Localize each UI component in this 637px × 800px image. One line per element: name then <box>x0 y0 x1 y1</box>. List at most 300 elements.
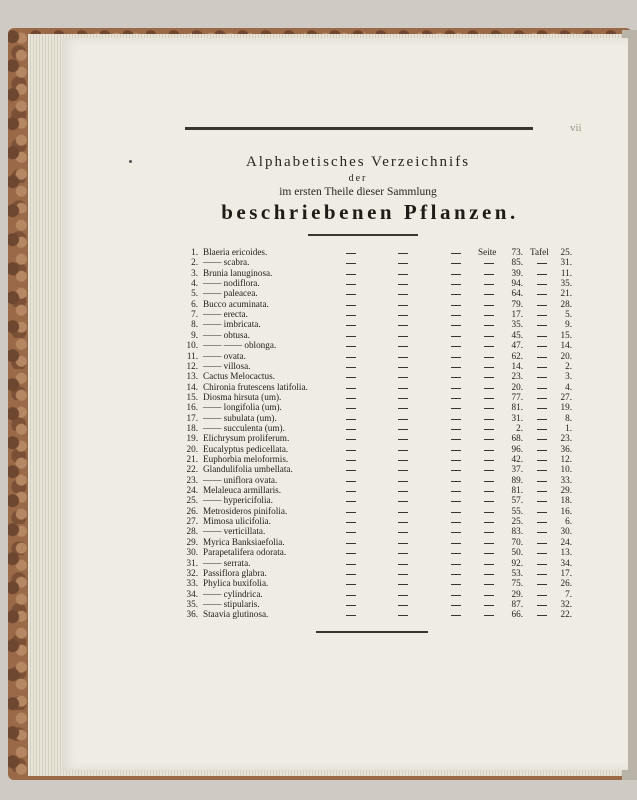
seite-value: 85. <box>511 257 523 268</box>
leader-dash <box>537 377 547 378</box>
leader-dash <box>484 491 494 492</box>
leader-dash <box>484 460 494 461</box>
tafel-value: 24. <box>560 536 572 547</box>
leader-dash <box>398 367 408 368</box>
index-row <box>176 537 576 548</box>
leader-dash <box>451 615 461 616</box>
index-row <box>176 516 576 527</box>
tafel-value: 31. <box>560 257 572 268</box>
leader-dash <box>451 429 461 430</box>
leader-dash <box>346 470 356 471</box>
leader-dash <box>537 274 547 275</box>
tafel-value: 25. <box>560 247 572 257</box>
leader-dash <box>537 512 547 513</box>
leader-dash <box>484 470 494 471</box>
entry-number: 22. <box>186 464 198 475</box>
leader-dash <box>398 346 408 347</box>
entry-number: 21. <box>186 454 198 464</box>
leader-dash <box>451 274 461 275</box>
entry-name: —— imbricata. <box>203 319 261 330</box>
leader-dash <box>346 532 356 533</box>
leader-dash <box>398 491 408 492</box>
index-row <box>176 402 576 413</box>
entry-number: 8. <box>191 319 198 330</box>
entry-number: 23. <box>186 474 198 485</box>
leader-dash <box>451 325 461 326</box>
entry-name: Elichrysum proliferum. <box>203 433 290 444</box>
leader-dash <box>398 481 408 482</box>
tafel-value: 21. <box>560 288 572 299</box>
tafel-value: 15. <box>560 329 572 340</box>
tafel-value: 17. <box>560 567 572 578</box>
entry-name: —— uniflora ovata. <box>203 474 278 485</box>
entry-name: —— stipularis. <box>203 598 260 609</box>
tafel-value: 29. <box>560 485 572 496</box>
index-row <box>176 340 576 351</box>
entry-number: 30. <box>186 547 198 558</box>
entry-name: —— nodiflora. <box>203 278 260 289</box>
seite-value: 23. <box>511 371 523 382</box>
leader-dash <box>537 481 547 482</box>
leader-dash <box>484 357 494 358</box>
index-row <box>176 309 576 320</box>
entry-number: 31. <box>186 557 198 568</box>
entry-number: 34. <box>186 588 198 599</box>
index-row <box>176 319 576 330</box>
entry-number: 28. <box>186 526 198 537</box>
leader-dash <box>398 253 408 254</box>
leader-dash <box>398 450 408 451</box>
leader-dash <box>537 419 547 420</box>
tafel-value: 3. <box>565 371 572 382</box>
leader-dash <box>484 325 494 326</box>
leader-dash <box>451 470 461 471</box>
leader-dash <box>537 294 547 295</box>
seite-value: 81. <box>511 485 523 496</box>
tafel-value: 18. <box>560 495 572 506</box>
entry-number: 29. <box>186 536 198 547</box>
seite-value: 81. <box>511 402 523 413</box>
leader-dash <box>398 584 408 585</box>
leader-dash <box>451 595 461 596</box>
leader-dash <box>537 346 547 347</box>
index-row <box>176 330 576 341</box>
leader-dash <box>484 605 494 606</box>
entry-number: 13. <box>186 371 198 382</box>
seite-value: 83. <box>511 526 523 537</box>
leader-dash <box>346 501 356 502</box>
index-row <box>176 526 576 537</box>
entry-name: Euphorbia meloformis. <box>203 454 289 464</box>
leader-dash <box>346 512 356 513</box>
leader-dash <box>537 615 547 616</box>
index-row <box>176 371 576 382</box>
leader-dash <box>537 522 547 523</box>
entry-name: —— erecta. <box>203 309 248 320</box>
leader-dash <box>398 377 408 378</box>
index-row <box>176 609 576 620</box>
index-row <box>176 444 576 455</box>
leader-dash <box>451 388 461 389</box>
leader-dash <box>484 584 494 585</box>
leader-dash <box>484 284 494 285</box>
leader-dash <box>398 512 408 513</box>
leader-dash <box>484 294 494 295</box>
leader-dash <box>398 501 408 502</box>
leader-dash <box>398 388 408 389</box>
entry-number: 24. <box>186 485 198 496</box>
seite-value: 70. <box>511 536 523 547</box>
entry-name: Metrosideros pinifolia. <box>203 505 288 516</box>
entry-number: 3. <box>191 267 198 278</box>
leader-dash <box>451 284 461 285</box>
entry-name: Phylica buxifolia. <box>203 578 269 589</box>
leader-dash <box>398 460 408 461</box>
tafel-value: 4. <box>565 381 572 392</box>
leader-dash <box>398 398 408 399</box>
leader-dash <box>346 605 356 606</box>
tafel-value: 10. <box>560 464 572 475</box>
leader-dash <box>346 263 356 264</box>
entry-name: Staavia glutinosa. <box>203 609 269 620</box>
entry-name: —— cylindrica. <box>203 588 263 599</box>
seite-value: 87. <box>511 598 523 609</box>
leader-dash <box>398 574 408 575</box>
seite-value: 89. <box>511 474 523 485</box>
leader-dash <box>537 564 547 565</box>
seite-value: 50. <box>511 547 523 558</box>
seite-value: 31. <box>511 412 523 423</box>
tafel-value: 9. <box>565 319 572 330</box>
seite-value: 53. <box>511 567 523 578</box>
page-corner-number: vii <box>570 122 582 134</box>
seite-value: 79. <box>511 298 523 309</box>
leader-dash <box>398 429 408 430</box>
seite-value: 29. <box>511 588 523 599</box>
leader-dash <box>346 367 356 368</box>
seite-value: 47. <box>511 340 523 351</box>
leader-dash <box>398 294 408 295</box>
leader-dash <box>451 408 461 409</box>
leader-dash <box>537 325 547 326</box>
seite-value: 45. <box>511 329 523 340</box>
leader-dash <box>451 294 461 295</box>
leader-dash <box>451 263 461 264</box>
seite-value: 35. <box>511 319 523 330</box>
leader-dash <box>451 253 461 254</box>
leader-dash <box>484 532 494 533</box>
leader-dash <box>346 388 356 389</box>
entry-number: 2. <box>191 257 198 268</box>
title-line-3: im ersten Theile dieser Sammlung <box>279 186 437 198</box>
seite-value: 94. <box>511 278 523 289</box>
leader-dash <box>398 564 408 565</box>
entry-number: 19. <box>186 433 198 444</box>
leader-dash <box>451 605 461 606</box>
entry-number: 5. <box>191 288 198 299</box>
entry-name: Eucalyptus pedicellata. <box>203 443 289 454</box>
seite-value: 64. <box>511 288 523 299</box>
leader-dash <box>484 429 494 430</box>
index-row <box>176 257 576 268</box>
entry-name: Diosma hirsuta (um). <box>203 391 282 402</box>
leader-dash <box>346 419 356 420</box>
leader-dash <box>346 439 356 440</box>
seite-label: Seite <box>478 247 497 257</box>
leader-dash <box>398 408 408 409</box>
leader-dash <box>537 336 547 337</box>
leader-dash <box>398 470 408 471</box>
index-row <box>176 413 576 424</box>
seite-value: 96. <box>511 443 523 454</box>
index-row <box>176 558 576 569</box>
index-row <box>176 268 576 279</box>
leader-dash <box>484 481 494 482</box>
seite-value: 17. <box>511 309 523 320</box>
tafel-value: 35. <box>560 278 572 289</box>
leader-dash <box>398 419 408 420</box>
entry-name: —— —— oblonga. <box>203 340 277 351</box>
leader-dash <box>346 325 356 326</box>
leader-dash <box>484 450 494 451</box>
seite-value: 75. <box>511 578 523 589</box>
tafel-value: 19. <box>560 402 572 413</box>
entry-name: —— serrata. <box>203 557 251 568</box>
entry-number: 33. <box>186 578 198 589</box>
index-row <box>176 247 576 258</box>
leader-dash <box>398 595 408 596</box>
leader-dash <box>537 450 547 451</box>
leader-dash <box>346 450 356 451</box>
leader-dash <box>537 460 547 461</box>
leader-dash <box>537 367 547 368</box>
leader-dash <box>451 501 461 502</box>
entry-name: Passiflora glabra. <box>203 567 267 578</box>
leader-dash <box>398 263 408 264</box>
leader-dash <box>537 357 547 358</box>
leader-dash <box>398 315 408 316</box>
entry-name: Parapetalifera odorata. <box>203 547 287 558</box>
leader-dash <box>484 274 494 275</box>
entry-name: Myrica Banksiaefolia. <box>203 536 285 547</box>
tafel-value: 32. <box>560 598 572 609</box>
entry-name: Chironia frutescens latifolia. <box>203 381 308 392</box>
entry-number: 25. <box>186 495 198 506</box>
leader-dash <box>537 491 547 492</box>
leader-dash <box>537 574 547 575</box>
tafel-label: Tafel <box>530 247 549 257</box>
seite-value: 55. <box>511 505 523 516</box>
leader-dash <box>484 398 494 399</box>
title-line-1: Alphabetisches Verzeichnifs <box>245 154 471 170</box>
entry-name: Bucco acuminata. <box>203 298 269 309</box>
entry-name: —— hypericifolia. <box>203 495 273 506</box>
index-row <box>176 475 576 486</box>
entry-number: 7. <box>191 309 198 320</box>
tafel-value: 28. <box>560 298 572 309</box>
tafel-value: 7. <box>565 588 572 599</box>
title-line-4: beschriebenen Pflanzen. <box>221 200 519 224</box>
entry-name: Glandulifolia umbellata. <box>203 464 293 475</box>
leader-dash <box>346 460 356 461</box>
tafel-value: 8. <box>565 412 572 423</box>
leader-dash <box>346 357 356 358</box>
leader-dash <box>346 274 356 275</box>
seite-value: 39. <box>511 267 523 278</box>
leader-dash <box>451 305 461 306</box>
leader-dash <box>537 284 547 285</box>
entry-name: —— villosa. <box>203 360 251 371</box>
leader-dash <box>451 377 461 378</box>
entry-number: 12. <box>186 360 198 371</box>
margin-dot <box>129 160 132 163</box>
tafel-value: 12. <box>560 454 572 464</box>
leader-dash <box>451 481 461 482</box>
leader-dash <box>398 543 408 544</box>
leader-dash <box>346 564 356 565</box>
leader-dash <box>451 532 461 533</box>
tafel-value: 34. <box>560 557 572 568</box>
leader-dash <box>537 605 547 606</box>
leader-dash <box>484 305 494 306</box>
entry-number: 4. <box>191 278 198 289</box>
seite-value: 14. <box>511 360 523 371</box>
leader-dash <box>484 419 494 420</box>
leader-dash <box>346 584 356 585</box>
leader-dash <box>398 615 408 616</box>
leader-dash <box>346 377 356 378</box>
leader-dash <box>484 388 494 389</box>
leader-dash <box>537 388 547 389</box>
leader-dash <box>484 512 494 513</box>
index-row <box>176 433 576 444</box>
leader-dash <box>451 346 461 347</box>
entry-name: —— paleacea. <box>203 288 258 299</box>
leader-dash <box>346 336 356 337</box>
leader-dash <box>346 294 356 295</box>
leader-dash <box>484 564 494 565</box>
leader-dash <box>451 491 461 492</box>
tafel-value: 13. <box>560 547 572 558</box>
entry-number: 36. <box>186 609 198 620</box>
leader-dash <box>484 615 494 616</box>
leader-dash <box>398 439 408 440</box>
index-row <box>176 423 576 434</box>
tafel-value: 36. <box>560 443 572 454</box>
index-row <box>176 495 576 506</box>
leader-dash <box>484 336 494 337</box>
index-row <box>176 454 576 465</box>
leader-dash <box>537 501 547 502</box>
tafel-value: 6. <box>565 516 572 527</box>
seite-value: 20. <box>511 381 523 392</box>
leader-dash <box>346 491 356 492</box>
leader-dash <box>537 439 547 440</box>
leader-dash <box>346 522 356 523</box>
leader-dash <box>537 595 547 596</box>
leader-dash <box>484 367 494 368</box>
seite-value: 68. <box>511 433 523 444</box>
tafel-value: 26. <box>560 578 572 589</box>
leader-dash <box>346 315 356 316</box>
leader-dash <box>346 553 356 554</box>
leader-dash <box>346 481 356 482</box>
entry-name: —— succulenta (um). <box>203 422 285 433</box>
index-row <box>176 578 576 589</box>
leader-dash <box>484 522 494 523</box>
leader-dash <box>537 263 547 264</box>
tafel-value: 33. <box>560 474 572 485</box>
entry-number: 9. <box>191 329 198 340</box>
leader-dash <box>537 408 547 409</box>
index-row <box>176 299 576 310</box>
tafel-value: 27. <box>560 391 572 402</box>
leader-dash <box>398 357 408 358</box>
leader-dash <box>346 398 356 399</box>
seite-value: 42. <box>511 454 523 464</box>
entry-number: 10. <box>186 340 198 351</box>
leader-dash <box>451 315 461 316</box>
leader-dash <box>451 367 461 368</box>
tafel-value: 14. <box>560 340 572 351</box>
entry-number: 32. <box>186 567 198 578</box>
seite-value: 92. <box>511 557 523 568</box>
index-row <box>176 351 576 362</box>
leader-dash <box>537 315 547 316</box>
seite-value: 37. <box>511 464 523 475</box>
index-row <box>176 485 576 496</box>
leader-dash <box>346 595 356 596</box>
leader-dash <box>451 574 461 575</box>
entry-number: 1. <box>191 247 198 257</box>
entry-name: Mimosa ulicifolia. <box>203 516 271 527</box>
leader-dash <box>537 543 547 544</box>
entry-name: —— subulata (um). <box>203 412 277 423</box>
tafel-value: 5. <box>565 309 572 320</box>
leader-dash <box>398 305 408 306</box>
leader-dash <box>398 274 408 275</box>
entry-number: 20. <box>186 443 198 454</box>
leader-dash <box>451 419 461 420</box>
leader-dash <box>346 615 356 616</box>
leader-dash <box>451 512 461 513</box>
index-row <box>176 547 576 558</box>
index-row <box>176 506 576 517</box>
entry-name: Blaeria ericoides. <box>203 247 268 257</box>
leader-dash <box>451 564 461 565</box>
leader-dash <box>484 543 494 544</box>
tafel-value: 30. <box>560 526 572 537</box>
leader-dash <box>451 439 461 440</box>
leader-dash <box>451 584 461 585</box>
leader-dash <box>346 253 356 254</box>
leader-dash <box>484 439 494 440</box>
entry-number: 16. <box>186 402 198 413</box>
seite-value: 62. <box>511 350 523 361</box>
leader-dash <box>346 284 356 285</box>
entry-name: —— longifolia (um). <box>203 402 282 413</box>
leader-dash <box>484 346 494 347</box>
leader-dash <box>398 336 408 337</box>
leader-dash <box>346 408 356 409</box>
index-row <box>176 278 576 289</box>
seite-value: 66. <box>511 609 523 620</box>
seite-value: 77. <box>511 391 523 402</box>
index-row <box>176 392 576 403</box>
leader-dash <box>346 305 356 306</box>
leader-dash <box>537 398 547 399</box>
leader-dash <box>398 325 408 326</box>
